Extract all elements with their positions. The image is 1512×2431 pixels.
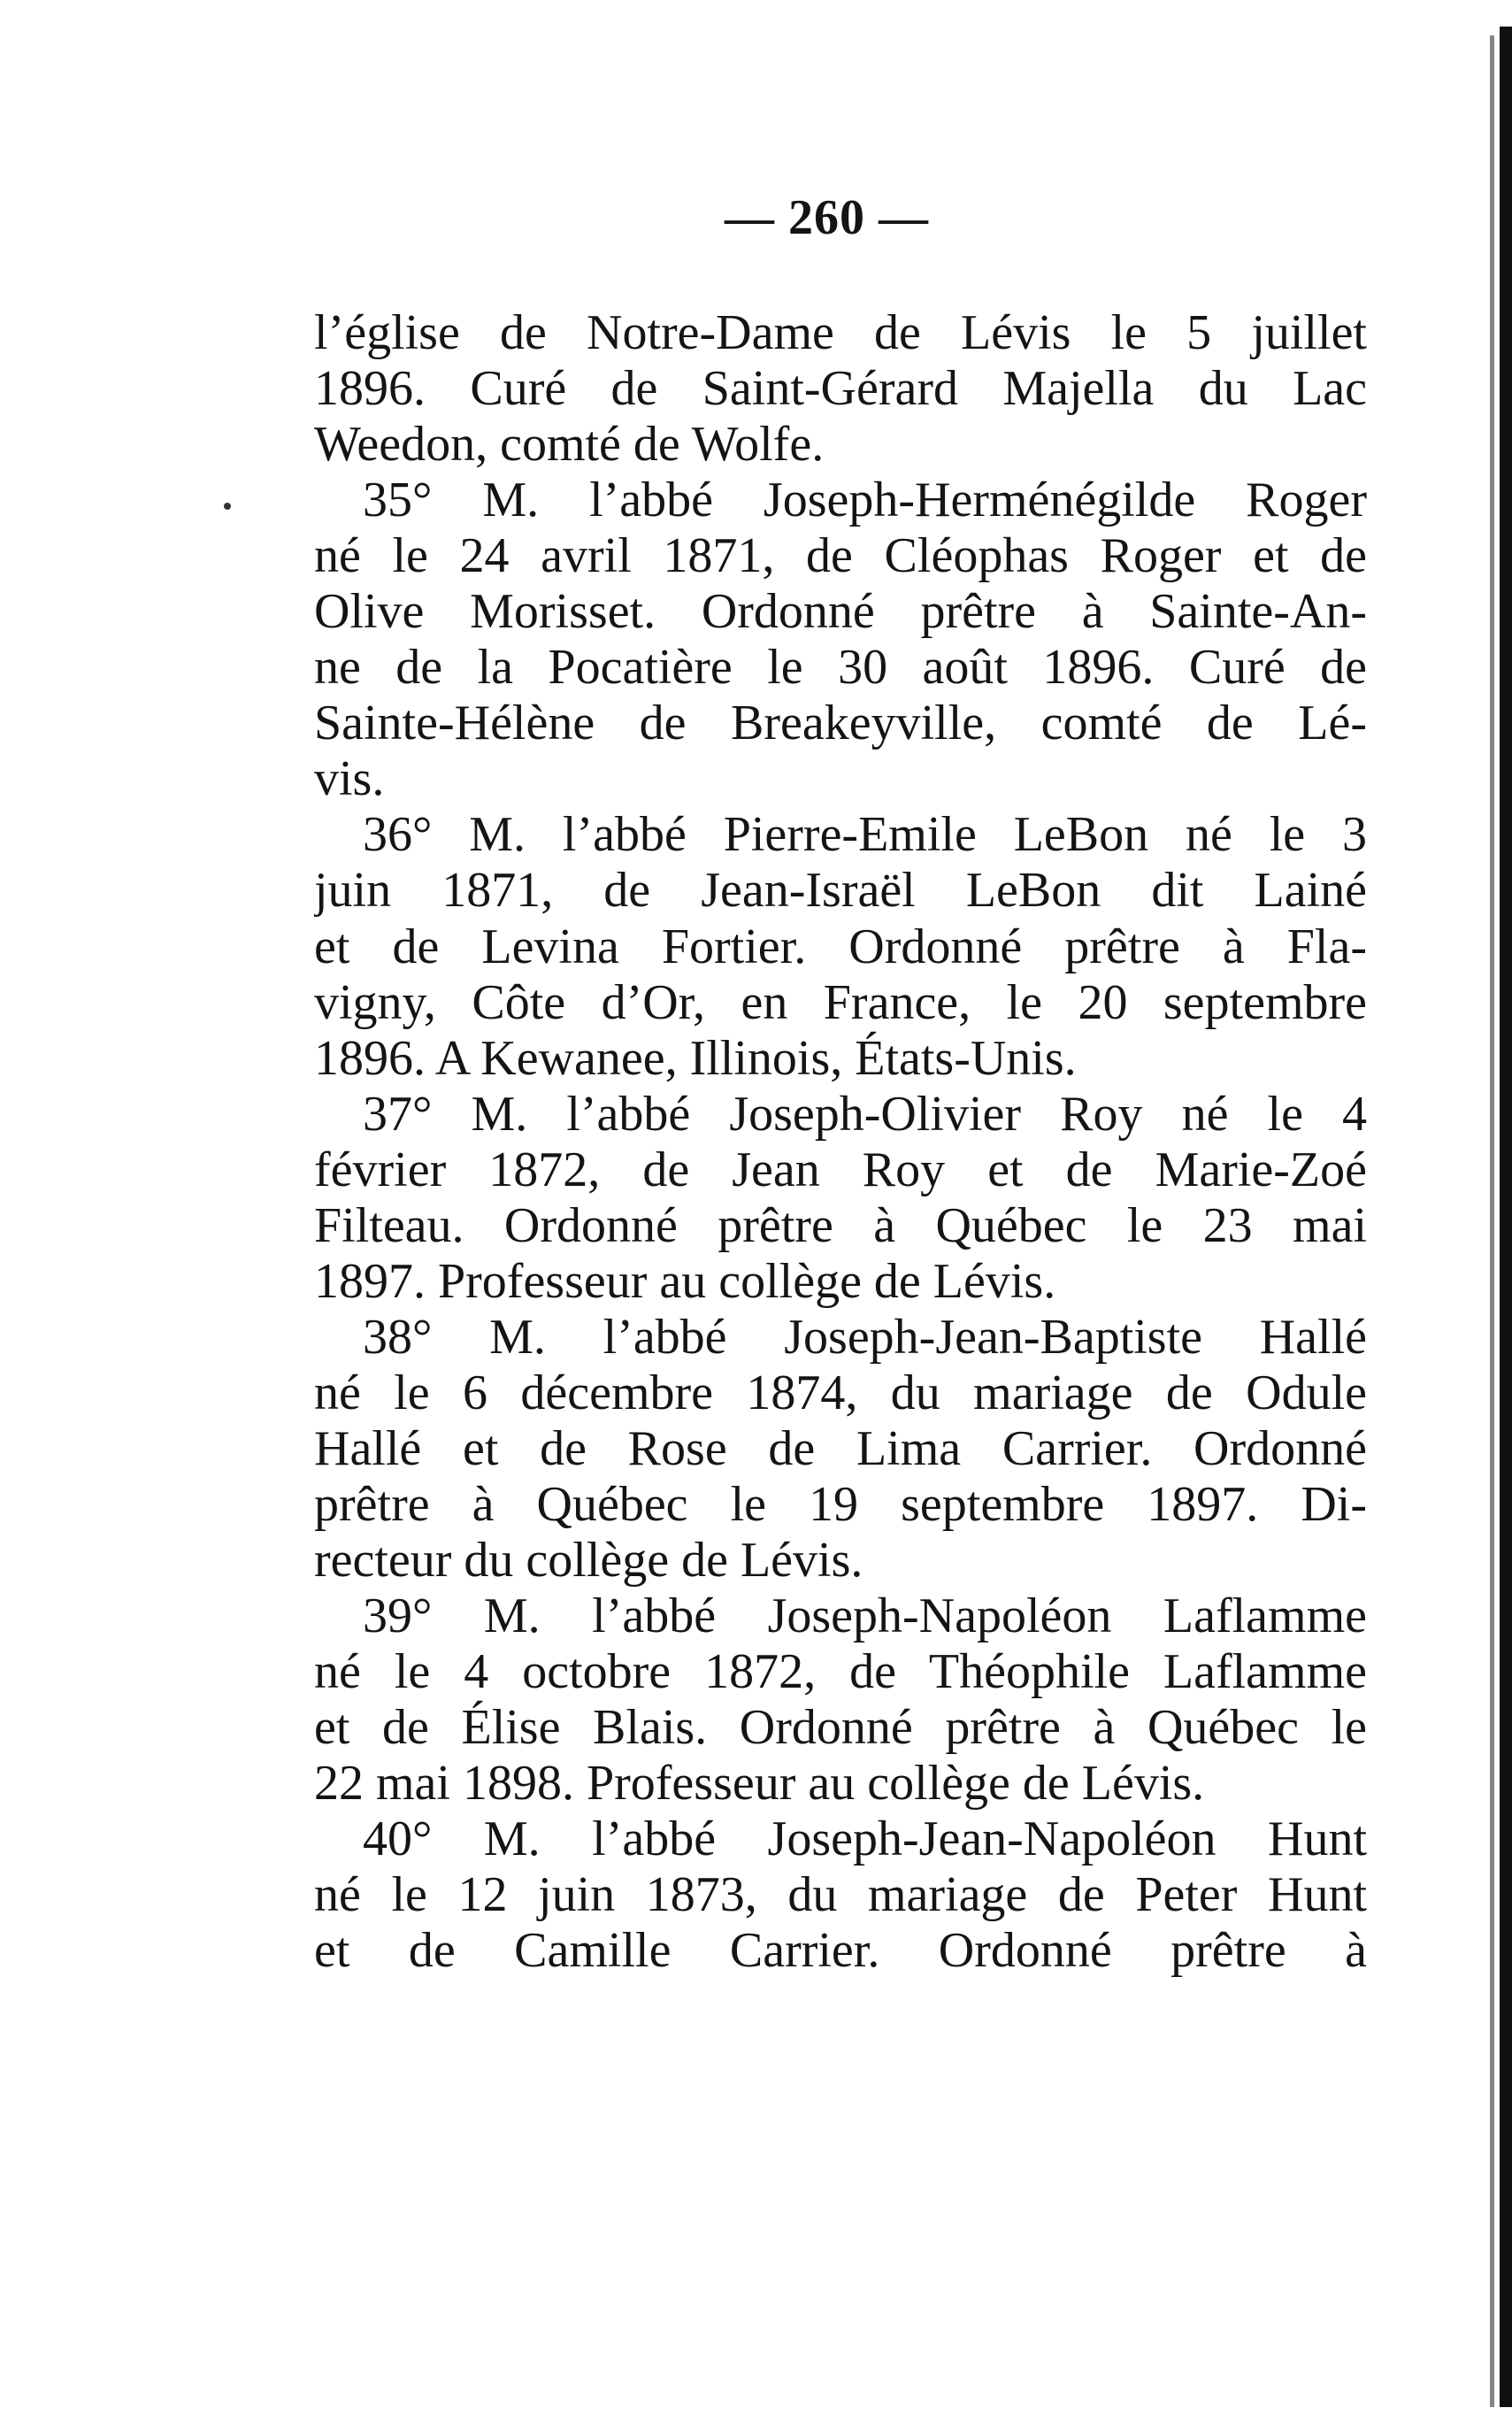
text-line: né le 12 juin 1873, du mariage de Peter Hunt — [314, 1867, 1367, 1923]
text-line: 22 mai 1898. Professeur au collège de Lévis. — [314, 1756, 1205, 1812]
text-line: Filteau. Ordonné prêtre à Québec le 23 mai — [314, 1197, 1367, 1253]
page-edge-line — [1490, 35, 1494, 2407]
text-line: prêtre à Québec le 19 septembre 1897. Di- — [314, 1476, 1367, 1532]
text-line: recteur du collège de Lévis. — [314, 1533, 863, 1589]
page-number: — 260 — — [725, 190, 929, 245]
text-line: l’église de Notre-Dame de Lévis le 5 juillet — [314, 305, 1367, 360]
entry-start-line: 37° M. l’abbé Joseph-Olivier Roy né le 4 — [363, 1086, 1367, 1142]
page-edge-shadow — [1500, 27, 1512, 2407]
entry-start-line: 35° M. l’abbé Joseph-Herménégilde Roger — [363, 473, 1367, 528]
entry-start-line: 40° M. l’abbé Joseph-Jean-Napoléon Hunt — [363, 1812, 1367, 1867]
text-line: Weedon, comté de Wolfe. — [314, 417, 825, 473]
entry-start-line: 38° M. l’abbé Joseph-Jean-Baptiste Hallé — [363, 1309, 1367, 1365]
text-line: Olive Morisset. Ordonné prêtre à Sainte-An- — [314, 584, 1367, 640]
text-line: 1896. A Kewanee, Illinois, États-Unis. — [314, 1030, 1077, 1086]
text-line: 1896. Curé de Saint-Gérard Majella du Lac — [314, 361, 1367, 417]
text-line: né le 24 avril 1871, de Cléophas Roger et de — [314, 528, 1367, 584]
text-line: et de Camille Carrier. Ordonné prêtre à — [314, 1923, 1367, 1979]
text-line: février 1872, de Jean Roy et de Marie-Zoé — [314, 1142, 1367, 1197]
text-line: juin 1871, de Jean-Israël LeBon dit Lainé — [314, 863, 1367, 919]
text-line: Hallé et de Rose de Lima Carrier. Ordonné — [314, 1420, 1367, 1476]
text-line: ne de la Pocatière le 30 août 1896. Curé de — [314, 640, 1367, 696]
text-line: et de Élise Blais. Ordonné prêtre à Québec le — [314, 1700, 1367, 1756]
text-line: vigny, Côte d’Or, en France, le 20 septembre — [314, 974, 1367, 1030]
text-line: né le 4 octobre 1872, de Théophile Laflamme — [314, 1644, 1367, 1700]
text-line: vis. — [314, 751, 385, 807]
margin-mark — [224, 503, 231, 510]
entry-start-line: 39° M. l’abbé Joseph-Napoléon Laflamme — [363, 1589, 1367, 1644]
text-line: né le 6 décembre 1874, du mariage de Odule — [314, 1365, 1367, 1420]
text-line: 1897. Professeur au collège de Lévis. — [314, 1253, 1056, 1309]
text-line: et de Levina Fortier. Ordonné prêtre à Fla- — [314, 919, 1367, 974]
body-text — [314, 305, 1367, 1979]
entry-start-line: 36° M. l’abbé Pierre-Emile LeBon né le 3 — [363, 807, 1367, 863]
text-line: Sainte-Hélène de Breakeyville, comté de Lé- — [314, 696, 1367, 751]
